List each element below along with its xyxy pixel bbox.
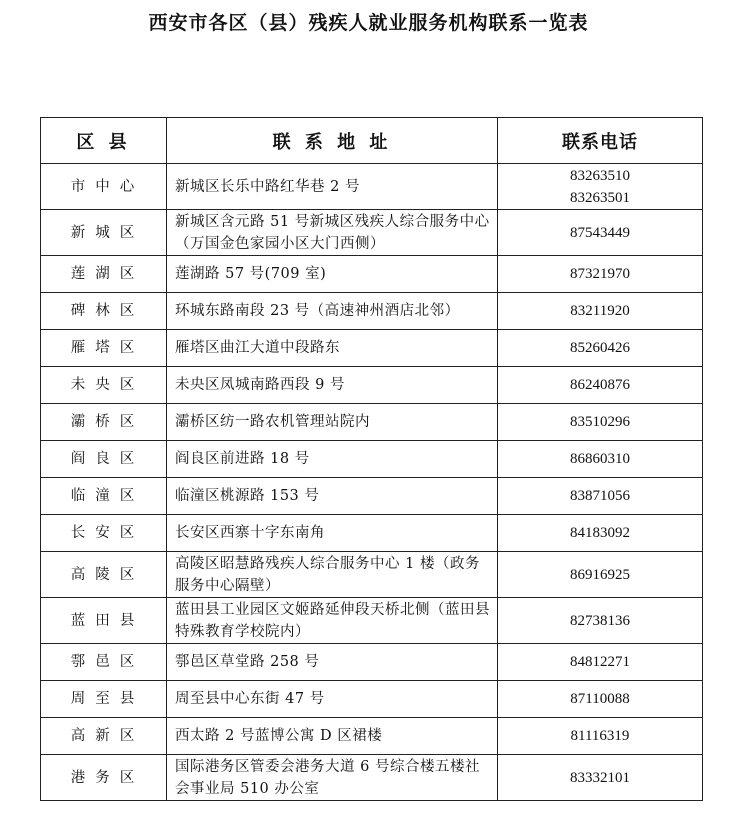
table-row: [41, 681, 703, 718]
phone-cell: 84183092: [498, 515, 703, 552]
phone-cell: 83871056: [498, 478, 703, 515]
address-cell: 莲湖路 57 号(709 室): [167, 256, 498, 293]
phone-cell: 86916925: [498, 552, 703, 598]
address-cell: 临潼区桃源路 153 号: [167, 478, 498, 515]
phone-cell: 83510296: [498, 404, 703, 441]
address-cell: 国际港务区管委会港务大道 6 号综合楼五楼社会事业局 510 办公室: [167, 755, 498, 801]
phone-number: 83263501: [570, 189, 630, 206]
phone-number: 83263510: [570, 167, 630, 184]
phone-cell: 85260426: [498, 330, 703, 367]
table-row: [41, 755, 703, 801]
header-phone: 联系电话: [498, 118, 703, 164]
phone-cell: 83211920: [498, 293, 703, 330]
district-cell: 市中心: [41, 164, 167, 210]
district-cell: 港务区: [41, 755, 167, 801]
address-cell: 鄠邑区草堂路 258 号: [167, 644, 498, 681]
table-row: [41, 330, 703, 367]
table-row: [41, 552, 703, 598]
address-cell: 阎良区前进路 18 号: [167, 441, 498, 478]
header-district: 区 县: [41, 118, 167, 164]
table-row: [41, 367, 703, 404]
district-cell: 临潼区: [41, 478, 167, 515]
address-cell: 周至县中心东街 47 号: [167, 681, 498, 718]
district-cell: 雁塔区: [41, 330, 167, 367]
address-cell: 新城区长乐中路红华巷 2 号: [167, 164, 498, 210]
district-cell: 新城区: [41, 210, 167, 256]
address-cell: 长安区西寨十字东南角: [167, 515, 498, 552]
phone-cell: 81116319: [498, 718, 703, 755]
district-cell: 阎良区: [41, 441, 167, 478]
header-address: 联 系 地 址: [167, 118, 498, 164]
address-cell: 环城东路南段 23 号（高速神州酒店北邻）: [167, 293, 498, 330]
phone-cell: [498, 164, 703, 210]
address-cell: 西太路 2 号蓝博公寓 D 区裙楼: [167, 718, 498, 755]
district-cell: 高陵区: [41, 552, 167, 598]
address-cell: 蓝田县工业园区文姬路延伸段天桥北侧（蓝田县特殊教育学校院内）: [167, 598, 498, 644]
address-cell: 新城区含元路 51 号新城区残疾人综合服务中心（万国金色家园小区大门西侧）: [167, 210, 498, 256]
table-row: [41, 293, 703, 330]
phone-cell: 82738136: [498, 598, 703, 644]
table-row: [41, 598, 703, 644]
address-cell: 高陵区昭慧路残疾人综合服务中心 1 楼（政务服务中心隔壁）: [167, 552, 498, 598]
table-row: [41, 441, 703, 478]
phone-cell: 86240876: [498, 367, 703, 404]
district-cell: 鄠邑区: [41, 644, 167, 681]
table-row: [41, 404, 703, 441]
district-cell: 周至县: [41, 681, 167, 718]
address-cell: 未央区凤城南路西段 9 号: [167, 367, 498, 404]
district-cell: 蓝田县: [41, 598, 167, 644]
phone-cell: 87110088: [498, 681, 703, 718]
contact-table: [40, 117, 703, 801]
district-cell: 长安区: [41, 515, 167, 552]
table-row: [41, 256, 703, 293]
district-cell: 高新区: [41, 718, 167, 755]
district-cell: 莲湖区: [41, 256, 167, 293]
table-header-row: [41, 118, 703, 164]
phone-cell: 87543449: [498, 210, 703, 256]
table-row: [41, 478, 703, 515]
district-cell: 碑林区: [41, 293, 167, 330]
phone-cell: 84812271: [498, 644, 703, 681]
table-row: [41, 718, 703, 755]
table-row: [41, 515, 703, 552]
table-row: [41, 644, 703, 681]
district-cell: 灞桥区: [41, 404, 167, 441]
table-row: [41, 210, 703, 256]
district-cell: 未央区: [41, 367, 167, 404]
phone-cell: 83332101: [498, 755, 703, 801]
page-title: 西安市各区（县）残疾人就业服务机构联系一览表: [148, 12, 589, 34]
phone-cell: 86860310: [498, 441, 703, 478]
table-row: [41, 164, 703, 210]
phone-cell: 87321970: [498, 256, 703, 293]
address-cell: 雁塔区曲江大道中段路东: [167, 330, 498, 367]
address-cell: 灞桥区纺一路农机管理站院内: [167, 404, 498, 441]
